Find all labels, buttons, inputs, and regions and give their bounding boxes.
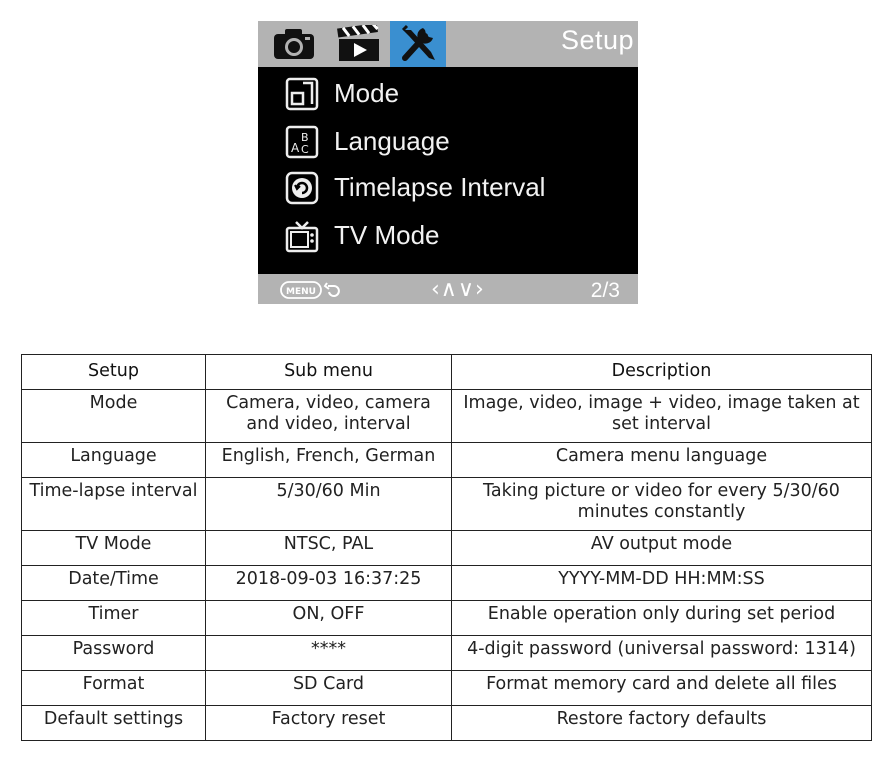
screen-bottom-bar: [258, 274, 638, 304]
tab-video[interactable]: [330, 21, 388, 67]
setup-cell: Language: [22, 443, 206, 478]
table-row: [22, 531, 872, 566]
table-row: [22, 671, 872, 706]
menu-item-label: Mode: [334, 78, 400, 108]
submenu-cell: NTSC, PAL: [206, 531, 452, 566]
menu-item-label: Timelapse Interval: [334, 172, 546, 202]
submenu-cell: Camera, video, camera and video, interval: [206, 390, 452, 443]
wrench-screwdriver-icon: [397, 24, 439, 64]
description-cell: YYYY-MM-DD HH:MM:SS: [452, 566, 872, 601]
description-cell: Restore factory defaults: [452, 706, 872, 741]
svg-text:C: C: [301, 143, 309, 156]
table-row: [22, 443, 872, 478]
video-clapper-icon: [336, 25, 382, 63]
submenu-cell: ****: [206, 636, 452, 671]
table-header-row: [22, 355, 872, 390]
setup-cell: Format: [22, 671, 206, 706]
setup-settings-table: [21, 354, 872, 741]
submenu-cell: ON, OFF: [206, 601, 452, 636]
tv-icon: [285, 219, 319, 253]
description-cell: AV output mode: [452, 531, 872, 566]
table-row: [22, 390, 872, 443]
description-cell: 4-digit password (universal password: 1314): [452, 636, 872, 671]
menu-item-label: Language: [334, 126, 450, 156]
menu-back-icon: [280, 281, 342, 299]
screen-title: Setup: [560, 25, 634, 55]
submenu-cell: 5/30/60 Min: [206, 478, 452, 531]
column-header-sub-menu: Sub menu: [206, 355, 452, 390]
tab-photo[interactable]: [264, 21, 324, 67]
menu-back-button[interactable]: [280, 281, 342, 303]
mode-icon: [285, 77, 319, 111]
svg-text:B: B: [301, 131, 309, 144]
menu-item-label: TV Mode: [334, 220, 440, 250]
setup-cell: Default settings: [22, 706, 206, 741]
table-row: [22, 566, 872, 601]
setup-cell: Date/Time: [22, 566, 206, 601]
description-cell: Image, video, image + video, image taken at set interval: [452, 390, 872, 443]
submenu-cell: SD Card: [206, 671, 452, 706]
submenu-cell: English, French, German: [206, 443, 452, 478]
menu-button-label: MENU: [286, 287, 316, 297]
table-row: [22, 706, 872, 741]
setup-cell: Timer: [22, 601, 206, 636]
language-abc-icon: [285, 125, 319, 159]
table-row: [22, 601, 872, 636]
column-header-description: Description: [452, 355, 872, 390]
setup-cell: TV Mode: [22, 531, 206, 566]
setup-cell: Mode: [22, 390, 206, 443]
timelapse-icon: [285, 171, 319, 205]
page-indicator: 2/3: [590, 279, 620, 302]
table-row: [22, 636, 872, 671]
tab-setup[interactable]: [390, 21, 446, 67]
description-cell: Taking picture or video for every 5/30/60 minutes constantly: [452, 478, 872, 531]
setup-cell: Password: [22, 636, 206, 671]
submenu-cell: 2018-09-03 16:37:25: [206, 566, 452, 601]
camera-icon: [272, 27, 316, 61]
submenu-cell: Factory reset: [206, 706, 452, 741]
description-cell: Camera menu language: [452, 443, 872, 478]
screen-tab-bar: [258, 21, 638, 67]
column-header-setup: Setup: [22, 355, 206, 390]
setup-cell: Time-lapse interval: [22, 478, 206, 531]
nav-arrows-indicator[interactable]: ‹∧∨›: [431, 277, 485, 302]
description-cell: Enable operation only during set period: [452, 601, 872, 636]
description-cell: Format memory card and delete all files: [452, 671, 872, 706]
svg-text:A: A: [291, 141, 300, 155]
table-row: [22, 478, 872, 531]
camera-screen: [258, 21, 638, 304]
setup-menu-list: [268, 69, 624, 272]
